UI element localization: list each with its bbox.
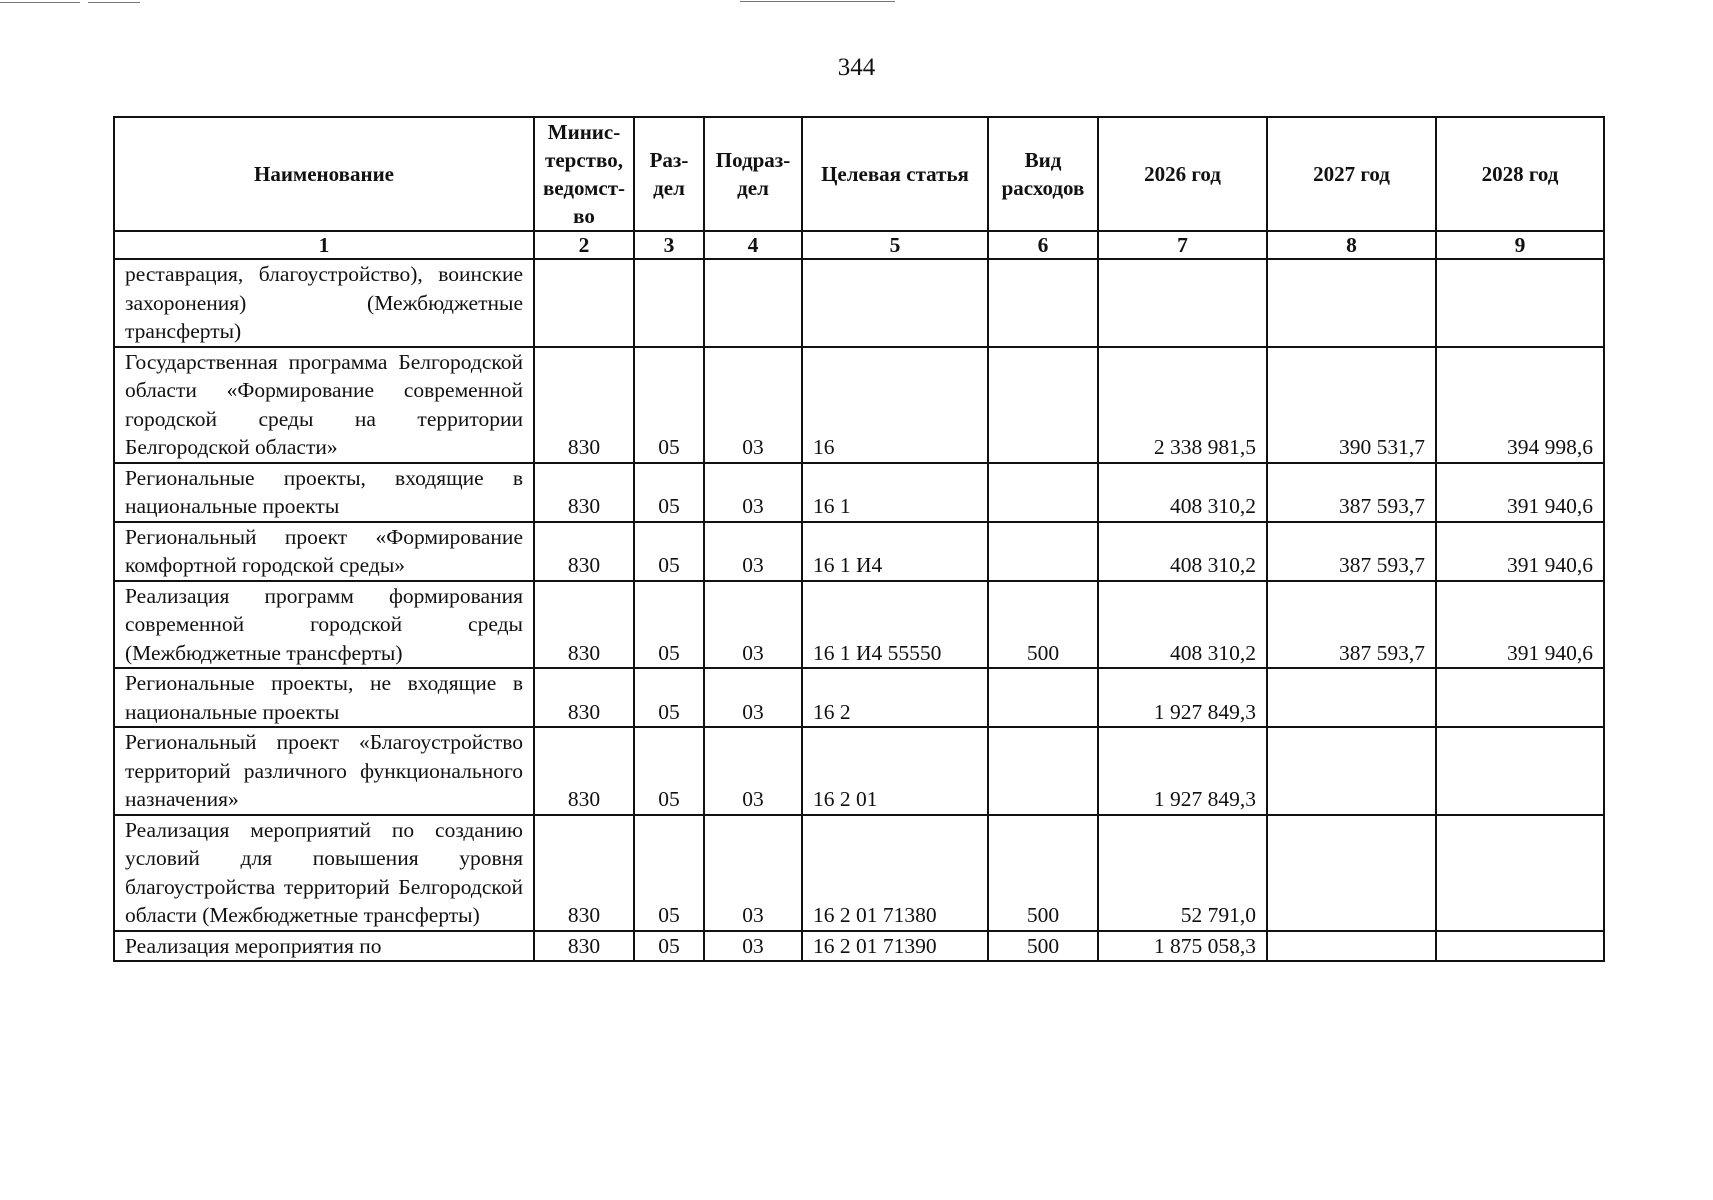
expense-type-cell (988, 668, 1098, 727)
page-number: 344 (837, 54, 876, 81)
header-year-2026: 2026 год (1098, 117, 1267, 231)
header-name: Наименование (114, 117, 534, 231)
target-article-cell: 16 2 (802, 668, 988, 727)
amount-2026-cell: 1 927 849,3 (1098, 668, 1267, 727)
header-year-2028: 2028 год (1436, 117, 1604, 231)
ministry-cell: 830 (534, 727, 634, 815)
table-row (114, 347, 1604, 463)
section-cell: 05 (634, 668, 704, 727)
expense-type-cell (988, 522, 1098, 581)
ministry-cell: 830 (534, 581, 634, 669)
section-cell: 05 (634, 463, 704, 522)
subsection-cell: 03 (704, 668, 802, 727)
row-name-cell: Реализация программ формирования современной городской среды (Межбюджетные трансферты) (114, 581, 534, 669)
ministry-cell: 830 (534, 463, 634, 522)
row-name-cell: Региональный проект «Формирование комфортной городской среды» (114, 522, 534, 581)
amount-2026-cell (1098, 259, 1267, 347)
target-article-cell (802, 259, 988, 347)
row-name-cell: Региональные проекты, входящие в национальные проекты (114, 463, 534, 522)
amount-2028-cell (1436, 727, 1604, 815)
expense-type-cell (988, 347, 1098, 463)
target-article-cell: 16 2 01 (802, 727, 988, 815)
amount-2027-cell: 390 531,7 (1267, 347, 1436, 463)
section-cell: 05 (634, 931, 704, 962)
column-number-row (114, 231, 1604, 259)
amount-2027-cell (1267, 931, 1436, 962)
table-row (114, 815, 1604, 931)
amount-2028-cell (1436, 815, 1604, 931)
subsection-cell (704, 259, 802, 347)
section-cell: 05 (634, 727, 704, 815)
header-row (114, 117, 1604, 231)
amount-2028-cell: 394 998,6 (1436, 347, 1604, 463)
amount-2026-cell: 1 875 058,3 (1098, 931, 1267, 962)
header-expense-type: Вид расходов (988, 117, 1098, 231)
subsection-cell: 03 (704, 931, 802, 962)
amount-2028-cell: 391 940,6 (1436, 581, 1604, 669)
section-cell: 05 (634, 522, 704, 581)
amount-2027-cell (1267, 259, 1436, 347)
column-number: 2 (534, 231, 634, 259)
section-cell: 05 (634, 581, 704, 669)
header-section: Раз-дел (634, 117, 704, 231)
expense-type-cell: 500 (988, 815, 1098, 931)
column-number: 8 (1267, 231, 1436, 259)
subsection-cell: 03 (704, 581, 802, 669)
scan-mark (740, 1, 895, 2)
column-number: 4 (704, 231, 802, 259)
row-name-cell: Реализация мероприятия по (114, 931, 534, 962)
amount-2027-cell (1267, 727, 1436, 815)
amount-2027-cell: 387 593,7 (1267, 581, 1436, 669)
header-target-article: Целевая статья (802, 117, 988, 231)
amount-2028-cell: 391 940,6 (1436, 463, 1604, 522)
expense-type-cell (988, 463, 1098, 522)
ministry-cell: 830 (534, 931, 634, 962)
ministry-cell: 830 (534, 522, 634, 581)
amount-2027-cell (1267, 668, 1436, 727)
amount-2026-cell: 52 791,0 (1098, 815, 1267, 931)
amount-2027-cell (1267, 815, 1436, 931)
ministry-cell: 830 (534, 347, 634, 463)
ministry-cell: 830 (534, 668, 634, 727)
subsection-cell: 03 (704, 347, 802, 463)
scan-mark (88, 2, 140, 3)
amount-2028-cell: 391 940,6 (1436, 522, 1604, 581)
amount-2027-cell: 387 593,7 (1267, 463, 1436, 522)
budget-table (113, 116, 1605, 962)
amount-2028-cell (1436, 931, 1604, 962)
amount-2026-cell: 1 927 849,3 (1098, 727, 1267, 815)
table-row (114, 668, 1604, 727)
expense-type-cell (988, 259, 1098, 347)
ministry-cell (534, 259, 634, 347)
subsection-cell: 03 (704, 463, 802, 522)
amount-2026-cell: 408 310,2 (1098, 522, 1267, 581)
column-number: 3 (634, 231, 704, 259)
table-row (114, 931, 1604, 962)
amount-2027-cell: 387 593,7 (1267, 522, 1436, 581)
expense-type-cell (988, 727, 1098, 815)
table-row (114, 259, 1604, 347)
target-article-cell: 16 1 И4 55550 (802, 581, 988, 669)
amount-2028-cell (1436, 259, 1604, 347)
table-row (114, 581, 1604, 669)
row-name-cell: Региональные проекты, не входящие в национальные проекты (114, 668, 534, 727)
scan-mark (0, 2, 80, 3)
expense-type-cell: 500 (988, 931, 1098, 962)
table-row (114, 522, 1604, 581)
target-article-cell: 16 2 01 71390 (802, 931, 988, 962)
column-number: 7 (1098, 231, 1267, 259)
header-ministry: Минис-терство, ведомст-во (534, 117, 634, 231)
header-year-2027: 2027 год (1267, 117, 1436, 231)
amount-2026-cell: 2 338 981,5 (1098, 347, 1267, 463)
section-cell (634, 259, 704, 347)
target-article-cell: 16 1 И4 (802, 522, 988, 581)
row-name-cell: реставрация, благоустройство), воинские захоронения) (Межбюджетные трансферты) (114, 259, 534, 347)
subsection-cell: 03 (704, 522, 802, 581)
header-subsection: Подраз-дел (704, 117, 802, 231)
row-name-cell: Государственная программа Белгородской области «Формирование современной городской среды на территории Белгородской области» (114, 347, 534, 463)
amount-2026-cell: 408 310,2 (1098, 463, 1267, 522)
amount-2026-cell: 408 310,2 (1098, 581, 1267, 669)
table-row (114, 463, 1604, 522)
section-cell: 05 (634, 347, 704, 463)
subsection-cell: 03 (704, 815, 802, 931)
expense-type-cell: 500 (988, 581, 1098, 669)
ministry-cell: 830 (534, 815, 634, 931)
target-article-cell: 16 2 01 71380 (802, 815, 988, 931)
subsection-cell: 03 (704, 727, 802, 815)
section-cell: 05 (634, 815, 704, 931)
target-article-cell: 16 1 (802, 463, 988, 522)
row-name-cell: Реализация мероприятий по созданию условий для повышения уровня благоустройства территорий Белгородской области (Межбюджетные трансферты) (114, 815, 534, 931)
column-number: 9 (1436, 231, 1604, 259)
column-number: 5 (802, 231, 988, 259)
row-name-cell: Региональный проект «Благоустройство территорий различного функционального назначения» (114, 727, 534, 815)
target-article-cell: 16 (802, 347, 988, 463)
column-number: 6 (988, 231, 1098, 259)
column-number: 1 (114, 231, 534, 259)
amount-2028-cell (1436, 668, 1604, 727)
table-row (114, 727, 1604, 815)
